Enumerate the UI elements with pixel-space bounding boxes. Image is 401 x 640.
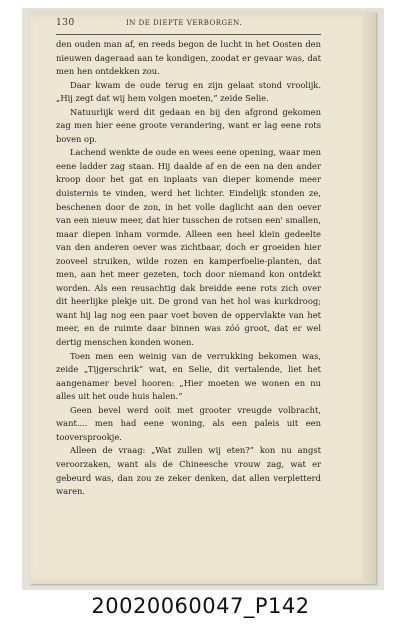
body-text xyxy=(56,38,321,499)
page-header xyxy=(56,18,321,32)
image-caption: 20020060047_P142 xyxy=(91,594,310,618)
paragraph: Geen bevel werd ooit met grooter vreugde volbracht, want.... men had eene woning, als een paleis uit een tooversprookje. xyxy=(56,404,321,442)
header-rule xyxy=(56,34,321,35)
paragraph: Natuurlijk werd dit gedaan en bij den afgrond gekomen zag men hier eene groote verandering, want er lag eene rots boven op. xyxy=(56,106,321,144)
paragraph: den ouden man af, en reeds begon de lucht in het Oosten den nieuwen dageraad aan te kondigen, zoodat er gevaar was, dat men hen ontdekken zou. xyxy=(56,39,321,77)
page-number: 130 xyxy=(56,18,75,28)
page-spine-shadow xyxy=(362,12,376,584)
paragraph: Daar kwam de oude terug en zijn gelaat stond vroolijk. „Hij zegt dat wij hem volgen moeten,” zeide Selie. xyxy=(56,79,321,104)
paragraph: Alleen de vraag: „Wat zullen wij eten?” kon nu angst veroorzaken, want als de Chineesche vrouw zag, wat er gebeurd was, dan zou ze zeker denken, dat allen verpletterd waren. xyxy=(56,445,321,497)
running-title: IN DE DIEPTE VERBORGEN. xyxy=(126,19,243,27)
paragraph: Lachend wenkte de oude en wees eene opening, waar men eene ladder zag staan. Hij daalde af en de een na den ander kroop door het gat en inplaats van dieper komende meer duisternis te vinden, werd het lichter. Eindelijk stonden ze, beschenen door de zon, in het volle daglicht aan den oever van een nieuw meer, dat hier tusschen de rotsen een' smallen, maar diepen inham vormde. Alleen een heel klein gedeelte van den anderen oever was zichtbaar, doch er groeiden hier zooveel struiken, wilde rozen en kamperfoelie-planten, dat men, aan het meer gezeten, toch door niemand kon ontdekt worden. Als een reusachtig dak breidde eene rots zich over dit heerlijke plekje uit. De grond van het hol was kurkdroog; want hij lag nog een paar voet boven de oppervlakte van het meer, en de ruimte daar binnen was zóó groot, dat er wel dertig menschen konden wonen. xyxy=(56,147,321,348)
paragraph: Toen men een weinig van de verrukking bekomen was, zeide „Tijgerschrik” wat, en Selie, dit vertalende, liet het aangenamer bevel hooren: „Hier moeten we wonen en nu alles uit het oude huis halen.” xyxy=(56,350,321,402)
